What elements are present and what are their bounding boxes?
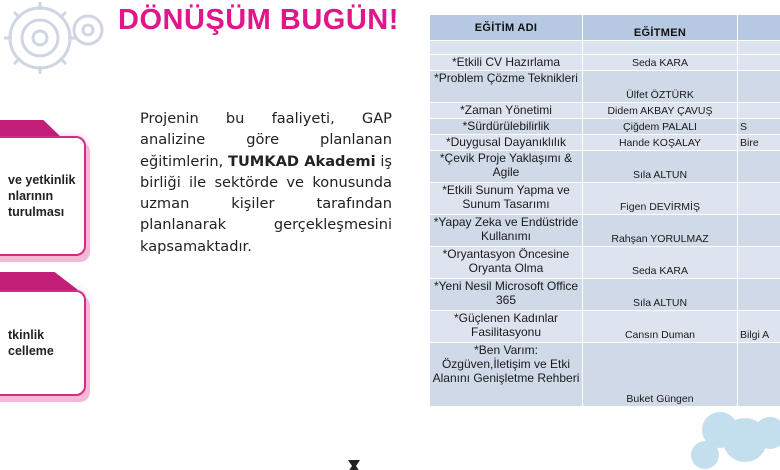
cell-trainer: Sıla ALTUN [583,151,738,183]
cell-extra [738,71,780,103]
paragraph-text-start: Projenin bu faaliyeti, GAP analizine göre planlanan eğitimlerin, [140,110,392,170]
cell-extra [738,55,780,71]
cell-training-name: *Güçlenen Kadınlar Fasilitasyonu [430,311,583,343]
table-row [430,119,780,135]
cell-extra [738,151,780,183]
cell-trainer: Figen DEVİRMİŞ [583,183,738,215]
cell-training-name: *Zaman Yönetimi [430,103,583,119]
stand-icon [346,460,362,470]
cloud-decoration-icon [690,405,780,470]
table-row [430,183,780,215]
cell-extra: S [738,119,780,135]
table-row [430,71,780,103]
cell-training-name: *Ben Varım: Özgüven,İletişim ve Etki Alanını Genişletme Rehberi [430,343,583,407]
table-row [430,311,780,343]
table-row [430,151,780,183]
cell-trainer: Rahşan YORULMAZ [583,215,738,247]
cell-extra [738,215,780,247]
cell-extra [738,343,780,407]
cell-trainer: Didem AKBAY ÇAVUŞ [583,103,738,119]
header-training-name: EĞİTİM ADI [430,15,583,41]
cell-training-name: *Etkili CV Hazırlama [430,55,583,71]
table-row [430,343,780,407]
cell-training-name: *Çevik Proje Yaklaşımı & Agile [430,151,583,183]
page-title: DÖNÜŞÜM BUGÜN! [118,4,399,36]
cell-training-name: *Etkili Sunum Yapma ve Sunum Tasarımı [430,183,583,215]
card-tab-2 [0,272,78,290]
cell-trainer: Ülfet ÖZTÜRK [583,71,738,103]
header-trainer: EĞİTMEN [583,15,738,41]
table-blank-row [430,41,780,55]
cell-training-name: *Yapay Zeka ve Endüstride Kullanımı [430,215,583,247]
cell-training-name: *Oryantasyon Öncesine Oryanta Olma [430,247,583,279]
card-step-1 [0,136,86,256]
cell-extra: Bilgi A [738,311,780,343]
cell-extra [738,279,780,311]
cell-trainer: Seda KARA [583,247,738,279]
cell-training-name: *Yeni Nesil Microsoft Office 365 [430,279,583,311]
card-1-line-1: ve yetkinlik [8,173,76,187]
cell-trainer: Seda KARA [583,55,738,71]
card-2-line-2: celleme [8,344,54,358]
gear-decoration-icon [0,0,110,110]
card-2-line-1: tkinlik [8,328,45,342]
table-row [430,215,780,247]
card-step-2 [0,290,86,396]
table-row [430,55,780,71]
cell-training-name: *Duygusal Dayanıklılık [430,135,583,151]
cell-trainer: Cansın Duman [583,311,738,343]
card-1-line-3: turulması [8,205,65,219]
cell-trainer: Sıla ALTUN [583,279,738,311]
cell-training-name: *Sürdürülebilirlik [430,119,583,135]
cell-training-name: *Problem Çözme Teknikleri [430,71,583,103]
description-paragraph [140,108,392,257]
card-1-line-2: nlarının [8,189,54,203]
table-row [430,103,780,119]
paragraph-text-end: iş birliği ile sektörde ve konusunda uzman kişiler tarafından planlanarak gerçekleşmesini kapsamaktadır. [140,152,393,255]
cell-trainer: Hande KOŞALAY [583,135,738,151]
cell-extra [738,103,780,119]
cell-trainer: Buket Güngen [583,343,738,407]
table-row [430,135,780,151]
paragraph-bold-org: TUMKAD Akademi [228,152,376,170]
header-extra [738,15,780,41]
cell-extra [738,247,780,279]
cell-trainer: Çiğdem PALALI [583,119,738,135]
cell-extra: Bire [738,135,780,151]
table-row [430,247,780,279]
table-row [430,279,780,311]
training-table [429,14,780,407]
cell-extra [738,183,780,215]
